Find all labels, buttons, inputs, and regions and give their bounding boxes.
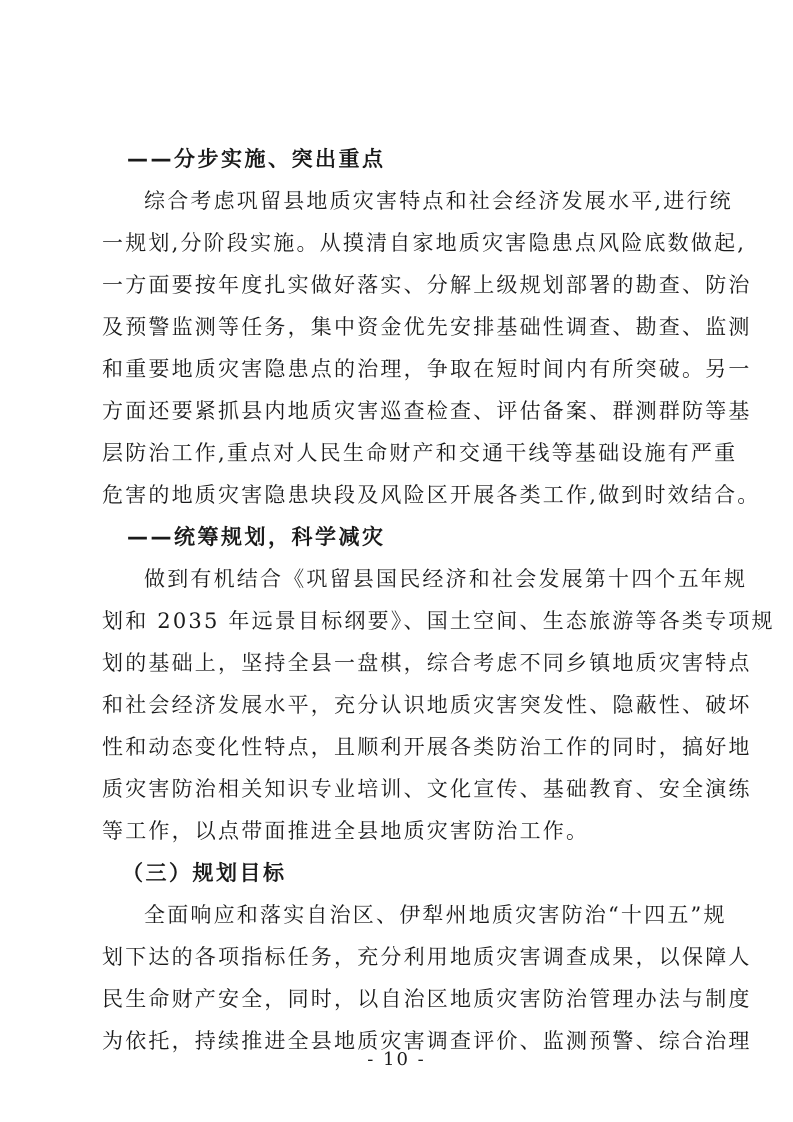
paragraph-line: 划下达的各项指标任务，充分利用地质灾害调查成果，以保障人 <box>102 945 752 969</box>
paragraph-line: 全面响应和落实自治区、伊犁州地质灾害防治“十四五”规 <box>144 903 727 927</box>
paragraph-line: 一规划,分阶段实施。从摸清自家地质灾害隐患点风险底数做起, <box>102 231 747 255</box>
paragraph-line: 做到有机结合《巩留县国民经济和社会发展第十四个五年规 <box>144 567 748 591</box>
paragraph-line: 及预警监测等任务，集中资金优先安排基础性调查、勘查、监测 <box>102 315 752 339</box>
section-heading-planning: ——统筹规划，科学减灾 <box>127 525 386 549</box>
paragraph-line: 划和 2035 年远景目标纲要》、国土空间、生态旅游等各类专项规 <box>102 609 775 633</box>
paragraph-line: 层防治工作,重点对人民生命财产和交通干线等基础设施有严重 <box>102 441 738 465</box>
section-heading-stepwise: ——分步实施、突出重点 <box>127 147 386 171</box>
paragraph-line: 划的基础上，坚持全县一盘棋，综合考虑不同乡镇地质灾害特点 <box>102 651 752 675</box>
paragraph-line: 一方面要按年度扎实做好落实、分解上级规划部署的勘查、防治 <box>102 273 752 297</box>
paragraph-line: 等工作，以点带面推进全县地质灾害防治工作。 <box>102 819 590 843</box>
paragraph-line: 和社会经济发展水平，充分认识地质灾害突发性、隐蔽性、破坏 <box>102 693 752 717</box>
paragraph-line: 性和动态变化性特点，且顺利开展各类防治工作的同时，搞好地 <box>102 735 752 759</box>
paragraph-line: 方面还要紧抓县内地质灾害巡查检查、评估备案、群测群防等基 <box>102 399 752 423</box>
page-number: - 10 - <box>367 1049 426 1070</box>
paragraph-line: 为依托，持续推进全县地质灾害调查评价、监测预警、综合治理 <box>102 1029 752 1053</box>
paragraph-line: 质灾害防治相关知识专业培训、文化宣传、基础教育、安全演练 <box>102 777 752 801</box>
paragraph-line: 危害的地质灾害隐患块段及风险区开展各类工作,做到时效结合。 <box>102 483 761 507</box>
section-heading-goals: （三）规划目标 <box>122 861 287 885</box>
paragraph-line: 民生命财产安全，同时，以自治区地质灾害防治管理办法与制度 <box>102 987 752 1011</box>
paragraph-line: 综合考虑巩留县地质灾害特点和社会经济发展水平,进行统 <box>144 189 733 213</box>
paragraph-line: 和重要地质灾害隐患点的治理，争取在短时间内有所突破。另一 <box>102 357 752 381</box>
